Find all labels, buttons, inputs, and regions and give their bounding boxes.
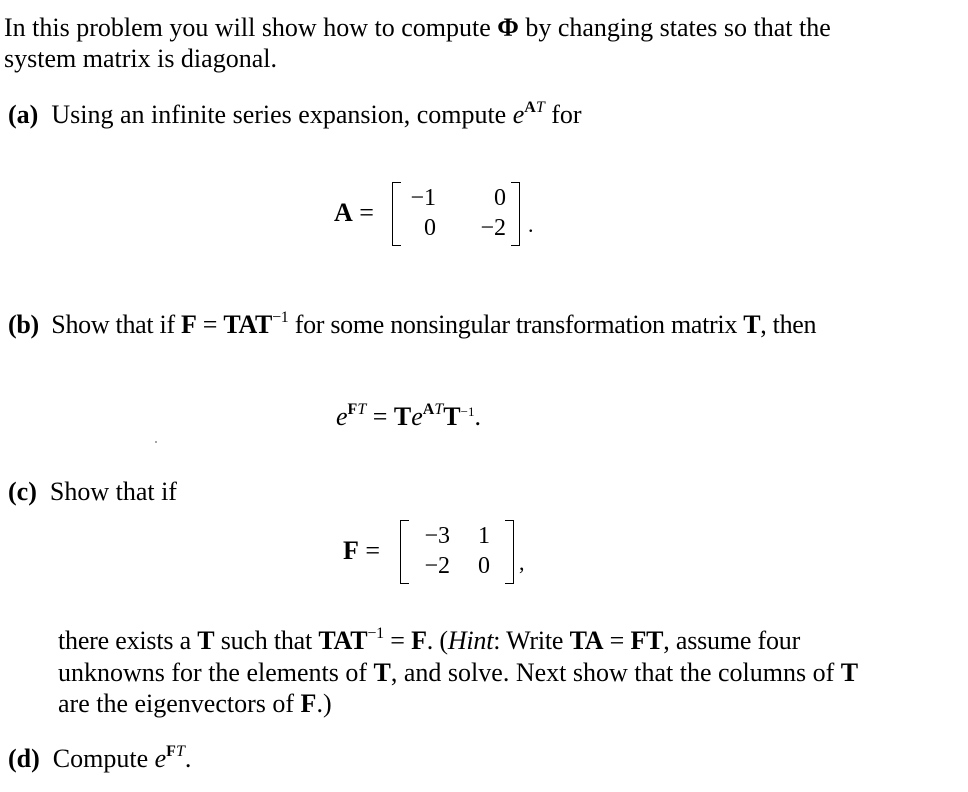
matrix-cell: 0	[478, 553, 490, 579]
symbol-TAT: TAT	[223, 310, 273, 339]
inverse-exponent: −1	[367, 625, 384, 642]
matrix-cell: 0	[494, 185, 506, 211]
matrix-cell: −2	[424, 553, 450, 579]
text: , assume four	[663, 626, 801, 655]
part-b-text-2: for some nonsingular transformation matrix	[288, 310, 744, 339]
right-bracket	[505, 520, 514, 584]
matrix-F-comma: ,	[519, 550, 525, 575]
matrix-cell: −3	[424, 523, 450, 549]
right-bracket	[511, 182, 520, 246]
speck	[155, 441, 157, 443]
equals-sign: =	[603, 626, 631, 655]
equals-sign: =	[352, 198, 374, 227]
part-c-para-line-3	[58, 689, 332, 719]
part-c-para-line-1	[58, 626, 800, 656]
symbol-T: T	[373, 658, 391, 687]
equals-sign: =	[196, 310, 224, 339]
part-b-label: (b)	[8, 310, 39, 339]
equals-sign: =	[383, 626, 412, 655]
matrix-cell: 1	[478, 523, 490, 549]
part-a-text-end: for	[544, 100, 582, 129]
phi-symbol: Φ	[497, 13, 519, 42]
text: .)	[316, 689, 332, 718]
symbol-TAT: TAT	[318, 626, 368, 655]
text: , and solve. Next show that the columns of	[390, 658, 841, 687]
part-a-prompt	[8, 100, 582, 130]
text: there exists a	[58, 626, 198, 655]
symbol-TA: TA	[569, 626, 604, 655]
equals-sign: =	[366, 402, 394, 431]
period: .	[184, 744, 192, 773]
matrix-cell: −2	[480, 215, 506, 241]
exp-F: F	[347, 401, 358, 418]
matrix-cell: −1	[410, 185, 436, 211]
text: . (	[426, 626, 448, 655]
intro-text: In this problem you will show how to compute	[4, 13, 498, 42]
text: such that	[214, 626, 319, 655]
matrix-F-name: F	[343, 536, 359, 565]
part-c-para-line-2	[58, 658, 858, 688]
symbol-T: T	[840, 658, 859, 687]
matrix-A	[392, 182, 520, 244]
text: are the eigenvectors of	[58, 689, 301, 718]
matrix-A-lhs	[334, 198, 374, 228]
part-b-text-3: , then	[760, 310, 817, 339]
part-d-prompt	[8, 744, 191, 774]
period: .	[474, 402, 481, 431]
matrix-A-name: A	[334, 198, 353, 227]
exp-A: A	[524, 99, 536, 116]
inverse-exponent: −1	[460, 404, 475, 419]
matrix-cell: 0	[424, 215, 436, 241]
part-b-equation	[336, 402, 481, 432]
exp-e: e	[411, 402, 423, 431]
exp-T: T	[175, 743, 185, 760]
part-c-text: Show that if	[49, 477, 177, 506]
symbol-F: F	[181, 310, 197, 339]
part-a-label: (a)	[8, 100, 39, 129]
exp-T: T	[434, 401, 444, 418]
symbol-F: F	[411, 626, 427, 655]
part-b-prompt	[8, 310, 816, 340]
symbol-T: T	[393, 402, 412, 431]
symbol-T: T	[743, 310, 761, 339]
equals-sign: =	[358, 536, 381, 565]
symbol-F: F	[300, 689, 317, 718]
matrix-F	[400, 520, 514, 582]
exp-F: F	[166, 743, 176, 760]
text: unknowns for the elements of	[58, 658, 374, 687]
exp-T: T	[357, 401, 367, 418]
matrix-A-period: .	[528, 212, 534, 237]
matrix-F-lhs	[343, 536, 380, 566]
exp-e: e	[512, 100, 525, 129]
part-d-text: Compute	[52, 744, 155, 773]
symbol-T: T	[197, 626, 215, 655]
symbol-FT: FT	[630, 626, 664, 655]
text: : Write	[493, 626, 570, 655]
intro-line-1	[4, 13, 831, 43]
exp-T: T	[535, 99, 545, 116]
part-b-text: Show that if	[51, 310, 182, 339]
inverse-exponent: −1	[272, 309, 289, 326]
part-a-text: Using an infinite series expansion, compute	[51, 100, 513, 129]
part-d-label: (d)	[8, 744, 40, 773]
part-c-label: (c)	[8, 477, 37, 506]
intro-text-end: by changing states so that the	[518, 13, 831, 42]
exp-e: e	[336, 402, 348, 431]
intro-line-2	[4, 44, 277, 74]
intro-text-2: system matrix is diagonal.	[4, 44, 277, 73]
exp-e: e	[154, 744, 167, 773]
part-c-prompt	[8, 477, 177, 507]
hint-label: Hint	[447, 626, 494, 655]
exp-A: A	[422, 401, 435, 418]
symbol-T-inverse: T	[443, 402, 461, 431]
